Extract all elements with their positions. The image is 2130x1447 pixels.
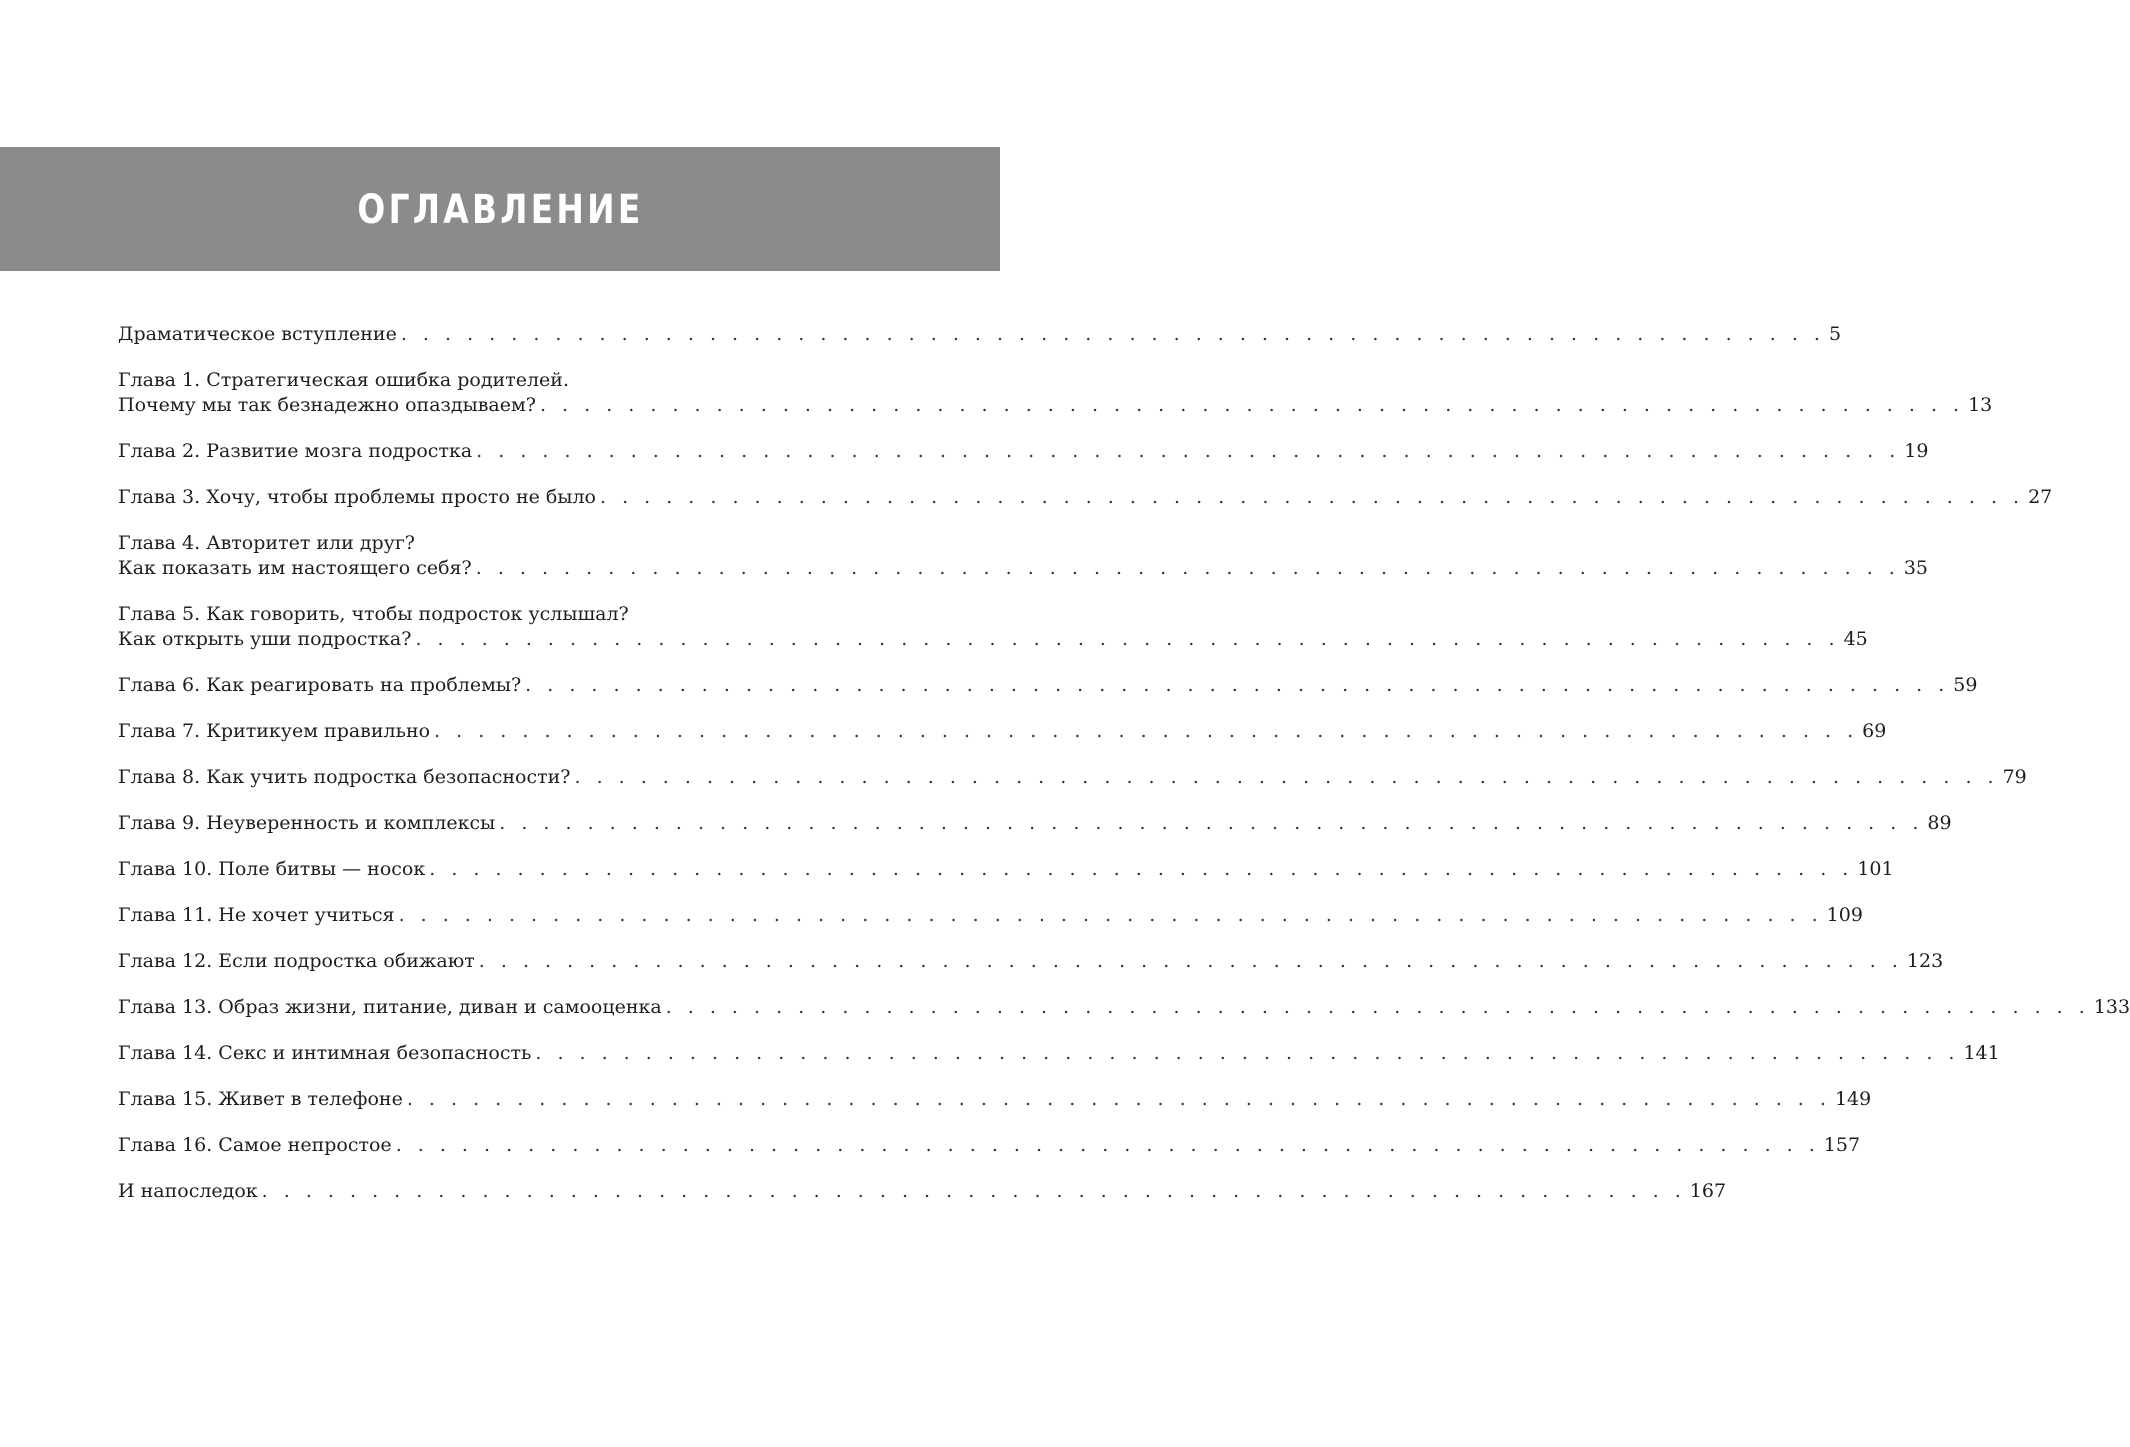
- toc-entry-title-line: Как показать им настоящего себя?: [118, 557, 472, 579]
- toc-page-number: 89: [1927, 812, 1952, 834]
- toc-entry[interactable]: [118, 857, 1894, 882]
- toc-page-number: 35: [1903, 557, 1929, 579]
- toc-entry-row: [118, 949, 1944, 974]
- toc-entry-title-line: Глава 16. Самое непростое: [118, 1134, 392, 1156]
- toc-entry-title-line: Драматическое вступление: [118, 323, 397, 345]
- dot-leader: . . . . . . . . . . . . . . . . . . . . . . . . . . . . . . . . . . . . . . . . . . . . . . . . . . . . . . . . . . . . . . . . .: [261, 1180, 1686, 1202]
- toc-entry[interactable]: [118, 322, 1842, 347]
- toc-page-number: 101: [1857, 858, 1894, 880]
- dot-leader: . . . . . . . . . . . . . . . . . . . . . . . . . . . . . . . . . . . . . . . . . . . . . . . . . . . . . . . . . . . . . . . . .: [429, 858, 1854, 880]
- toc-page-number: 133: [2093, 996, 2130, 1018]
- toc-entry-row: [118, 719, 1887, 744]
- dot-leader: . . . . . . . . . . . . . . . . . . . . . . . . . . . . . . . . . . . . . . . . . . . . . . . . . . . . . . . . . . . . . . . . .: [599, 486, 2025, 508]
- toc-entry-row: [118, 1041, 2000, 1066]
- toc-entry-row: [118, 439, 1929, 464]
- toc-entry-title-line: Глава 15. Живет в телефоне: [118, 1088, 403, 1110]
- toc-entry[interactable]: [118, 602, 1868, 652]
- toc-entry[interactable]: [118, 1041, 2000, 1066]
- toc-page-number: 5: [1828, 323, 1842, 345]
- toc-entry-row: [118, 765, 2027, 790]
- toc-page-number: 109: [1826, 904, 1863, 926]
- toc-page-number: 13: [1968, 394, 1993, 416]
- toc-entry[interactable]: [118, 1087, 1872, 1112]
- toc-page-number: 45: [1843, 628, 1868, 650]
- toc-entry[interactable]: [118, 1133, 1861, 1158]
- toc-entry[interactable]: [118, 765, 2027, 790]
- toc-entry[interactable]: [118, 368, 1993, 418]
- dot-leader: . . . . . . . . . . . . . . . . . . . . . . . . . . . . . . . . . . . . . . . . . . . . . . . . . . . . . . . . . . . . . . . . .: [395, 1134, 1820, 1156]
- toc-entry[interactable]: [118, 811, 1952, 836]
- toc-entry[interactable]: [118, 531, 1929, 581]
- dot-leader: . . . . . . . . . . . . . . . . . . . . . . . . . . . . . . . . . . . . . . . . . . . . . . . . . . . . . . . . . . . . . . . . .: [535, 1042, 1960, 1064]
- dot-leader: . . . . . . . . . . . . . . . . . . . . . . . . . . . . . . . . . . . . . . . . . . . . . . . . . . . . . . . . . . . . . . . . .: [434, 720, 1859, 742]
- toc-entry-title-line: Глава 1. Стратегическая ошибка родителей.: [118, 369, 569, 391]
- dot-leader: . . . . . . . . . . . . . . . . . . . . . . . . . . . . . . . . . . . . . . . . . . . . . . . . . . . . . . . . . . . . . . . . .: [398, 904, 1823, 926]
- toc-entry-row: [118, 1179, 1727, 1204]
- dot-leader: . . . . . . . . . . . . . . . . . . . . . . . . . . . . . . . . . . . . . . . . . . . . . . . . . . . . . . . . . . . . . . . . .: [574, 766, 1999, 788]
- toc-entry-row: [118, 627, 1868, 652]
- toc-entry-row: [118, 857, 1894, 882]
- toc-entry-row: [118, 811, 1952, 836]
- toc-entry[interactable]: [118, 485, 2053, 510]
- toc-entry-row: [118, 1087, 1872, 1112]
- toc-entry-title-line: Глава 9. Неуверенность и комплексы: [118, 812, 496, 834]
- toc-page-number: 149: [1834, 1088, 1872, 1110]
- toc-entry[interactable]: [118, 1179, 1727, 1204]
- toc-entry[interactable]: [118, 439, 1929, 464]
- toc-entry[interactable]: [118, 673, 1978, 698]
- toc-entry-title-line: Глава 14. Секс и интимная безопасность: [118, 1042, 532, 1064]
- toc-entry-row: [118, 485, 2053, 510]
- dot-leader: . . . . . . . . . . . . . . . . . . . . . . . . . . . . . . . . . . . . . . . . . . . . . . . . . . . . . . . . . . . . . . . . .: [499, 812, 1924, 834]
- dot-leader: . . . . . . . . . . . . . . . . . . . . . . . . . . . . . . . . . . . . . . . . . . . . . . . . . . . . . . . . . . . . . . . . .: [478, 950, 1903, 972]
- toc-page-number: 123: [1906, 950, 1944, 972]
- toc-entry-title-line: Глава 12. Если подростка обижают: [118, 950, 475, 972]
- toc-entry[interactable]: [118, 719, 1887, 744]
- toc-entry-title-line: Глава 2. Развитие мозга подростка: [118, 440, 473, 462]
- toc-entry-row: [118, 673, 1978, 698]
- dot-leader: . . . . . . . . . . . . . . . . . . . . . . . . . . . . . . . . . . . . . . . . . . . . . . . . . . . . . . . . . . . . . . . . .: [476, 440, 1901, 462]
- toc-page-number: 79: [2002, 766, 2027, 788]
- toc-entry-title-line: Почему мы так безнадежно опаздываем?: [118, 394, 536, 416]
- dot-leader: . . . . . . . . . . . . . . . . . . . . . . . . . . . . . . . . . . . . . . . . . . . . . . . . . . . . . . . . . . . . . . . . .: [406, 1088, 1831, 1110]
- toc-entry[interactable]: [118, 995, 2130, 1020]
- page-title: ОГЛАВЛЕНИЕ: [356, 187, 644, 233]
- toc-entry-title-line: Глава 3. Хочу, чтобы проблемы просто не было: [118, 486, 596, 508]
- dot-leader: . . . . . . . . . . . . . . . . . . . . . . . . . . . . . . . . . . . . . . . . . . . . . . . . . . . . . . . . . . . . . . . . .: [539, 394, 1965, 416]
- toc-entry[interactable]: [118, 949, 1944, 974]
- toc-page-number: 141: [1963, 1042, 2000, 1064]
- toc-entry-title-line: Глава 4. Авторитет или друг?: [118, 532, 415, 554]
- toc-entry-row: [118, 1133, 1861, 1158]
- header-band: [0, 147, 1000, 271]
- dot-leader: . . . . . . . . . . . . . . . . . . . . . . . . . . . . . . . . . . . . . . . . . . . . . . . . . . . . . . . . . . . . . . . . .: [415, 628, 1840, 650]
- dot-leader: . . . . . . . . . . . . . . . . . . . . . . . . . . . . . . . . . . . . . . . . . . . . . . . . . . . . . . . . . . . . . . . . .: [400, 323, 1825, 345]
- toc-page-number: 69: [1862, 720, 1887, 742]
- toc-entry-title-line: И напоследок: [118, 1180, 258, 1202]
- toc-page-number: 19: [1904, 440, 1929, 462]
- toc-entry-title-line: Глава 11. Не хочет учиться: [118, 904, 395, 926]
- dot-leader: . . . . . . . . . . . . . . . . . . . . . . . . . . . . . . . . . . . . . . . . . . . . . . . . . . . . . . . . . . . . . . . . .: [475, 557, 1900, 579]
- toc-entry-title-line: Глава 13. Образ жизни, питание, диван и самооценка: [118, 996, 662, 1018]
- dot-leader: . . . . . . . . . . . . . . . . . . . . . . . . . . . . . . . . . . . . . . . . . . . . . . . . . . . . . . . . . . . . . . . . .: [665, 996, 2090, 1018]
- toc-entry-title-line: Глава 8. Как учить подростка безопасности?: [118, 766, 571, 788]
- toc-page-number: 157: [1823, 1134, 1861, 1156]
- toc-entry-row: [118, 393, 1993, 418]
- toc-entry-title-line: Как открыть уши подростка?: [118, 628, 412, 650]
- toc-entry-row: [118, 322, 1842, 347]
- toc-page-number: 167: [1689, 1180, 1727, 1202]
- toc-entry-row: [118, 903, 1863, 928]
- toc-page-number: 59: [1953, 674, 1978, 696]
- toc-entry-title-line: Глава 6. Как реагировать на проблемы?: [118, 674, 522, 696]
- toc-entry-row: [118, 995, 2130, 1020]
- toc-entry-title-line: Глава 10. Поле битвы — носок: [118, 858, 426, 880]
- toc-page-number: 27: [2028, 486, 2053, 508]
- dot-leader: . . . . . . . . . . . . . . . . . . . . . . . . . . . . . . . . . . . . . . . . . . . . . . . . . . . . . . . . . . . . . . . . .: [525, 674, 1950, 696]
- toc-entry[interactable]: [118, 903, 1863, 928]
- toc-entry-title-line: Глава 5. Как говорить, чтобы подросток услышал?: [118, 603, 629, 625]
- table-of-contents: [118, 322, 2130, 1225]
- toc-entry-row: [118, 556, 1929, 581]
- toc-entry-title-line: Глава 7. Критикуем правильно: [118, 720, 431, 742]
